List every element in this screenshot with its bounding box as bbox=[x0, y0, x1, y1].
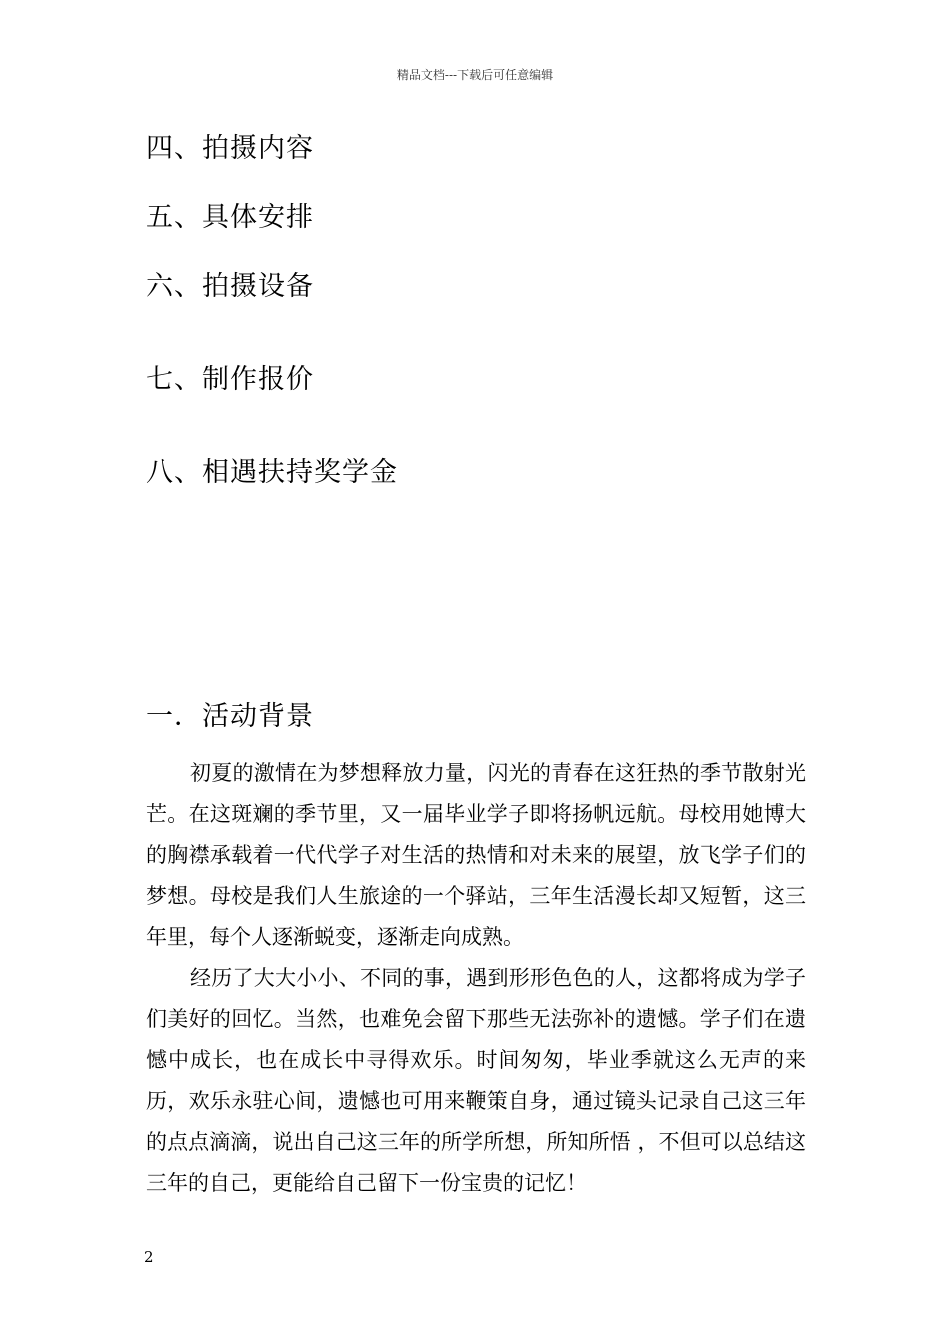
paragraph-2: 经历了大大小小、不同的事，遇到形形色色的人，这都将成为学子们美好的回忆。当然，也难免会留下那些无法弥补的遗憾。学子们在遗憾中成长，也在成长中寻得欢乐。时间匆匆，毕业季就这么无声的来历，欢乐永驻心间，遗憾也可用来鞭策自身，通过镜头记录自己这三年的点点滴滴，说出自己这三年的所学所想，所知所悟 ，不但可以总结这三年的自己，更能给自己留下一份宝贵的记忆！ bbox=[146, 966, 806, 1195]
paragraph-1: 初夏的激情在为梦想释放力量，闪光的青春在这狂热的季节散射光芒。在这斑斓的季节里，又一届毕业学子即将扬帆远航。母校用她博大的胸襟承载着一代代学子对生活的热情和对未来的展望，放飞学子们的梦想。母校是我们人生旅途的一个驿站，三年生活漫长却又短暂，这三年里，每个人逐渐蜕变，逐渐走向成熟。 bbox=[146, 761, 806, 949]
page-header: 精品文档---下载后可任意编辑 bbox=[396, 68, 554, 82]
toc-item-5: 五、具体安排 bbox=[146, 202, 314, 233]
toc-item-6: 六、拍摄设备 bbox=[146, 271, 314, 302]
page-number: 2 bbox=[144, 1248, 154, 1266]
toc-item-4: 四、拍摄内容 bbox=[146, 133, 314, 164]
toc-item-8: 八、相遇扶持奖学金 bbox=[146, 457, 398, 488]
toc-item-7: 七、制作报价 bbox=[146, 364, 314, 395]
section-title: 一．活动背景 bbox=[146, 701, 314, 732]
